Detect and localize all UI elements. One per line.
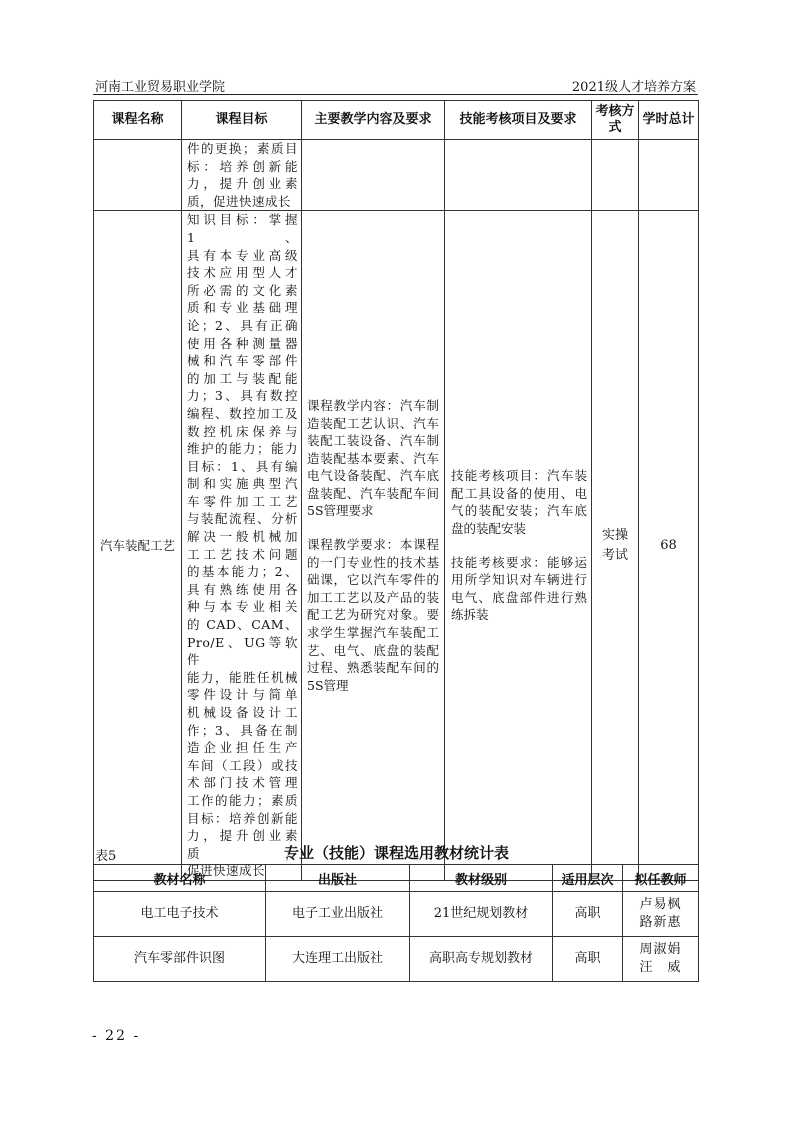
course-goal-lines <box>187 211 298 880</box>
col-applicable-tier: 适用层次 <box>553 865 623 892</box>
col-textbook-level: 教材级别 <box>410 865 553 892</box>
goal-line: 种与本专业相关 <box>187 599 298 615</box>
goal-line: 作；3、具备在制 <box>187 722 298 738</box>
skill-assessment <box>445 211 592 881</box>
goal-line: 机械设备设计工 <box>187 705 298 720</box>
goal-line: 目标：1、具有编 <box>187 458 298 474</box>
goal-line: Pro/E、UG等软件 <box>187 634 298 668</box>
applicable-tier: 高职 <box>553 892 623 937</box>
goal-line: 数控机床保养与 <box>187 423 298 439</box>
goal-line: 质和专业基础理 <box>187 300 298 316</box>
goal-line: 使用各种测量器 <box>187 335 298 351</box>
teacher-name: 路新惠 <box>639 915 682 930</box>
table-row <box>94 892 699 937</box>
total-hours: 68 <box>639 211 699 881</box>
goal-line: 具有本专业高级 <box>187 247 298 263</box>
goal-line: 质，促进快速成长 <box>187 193 292 209</box>
col-assessment-method: 考核方式 <box>592 101 639 140</box>
goal-line: 车间（工段）或技 <box>187 757 298 773</box>
textbook-name: 电工电子技术 <box>94 892 266 937</box>
textbook-level: 高职高专规划教材 <box>410 937 553 982</box>
course-goal <box>182 211 302 881</box>
table5-title: 专业（技能）课程选用教材统计表 <box>283 844 509 862</box>
goal-line: 知识目标：掌握1、 <box>187 212 298 245</box>
teachers <box>623 892 699 937</box>
publisher: 电子工业出版社 <box>266 892 410 937</box>
col-teacher: 拟任教师 <box>623 865 699 892</box>
col-publisher: 出版社 <box>266 865 410 892</box>
teacher-name: 卢易枫 <box>639 897 682 912</box>
continued-goal-cell <box>182 140 302 211</box>
teaching-content <box>302 211 445 881</box>
textbook-level: 21世纪规划教材 <box>410 892 553 937</box>
goal-line: 具有熟练使用各 <box>187 581 298 597</box>
continued-method-cell <box>592 140 639 211</box>
goal-line: 技术应用型人才 <box>187 265 298 281</box>
continued-name-cell <box>94 140 182 211</box>
goal-line: 的加工与装配能 <box>187 370 298 386</box>
header-rule <box>93 94 698 95</box>
publisher: 大连理工出版社 <box>266 937 410 982</box>
goal-line: 工工艺技术问题 <box>187 546 298 562</box>
content-paragraph-2: 课程教学要求：本课程的一门专业性的技术基础课，它以汽车零件的加工工艺以及产品的装配工艺为研究对象。要求学生掌握汽车装配工艺、电气、底盘的装配过程、熟悉装配车间的5S管理 <box>307 537 439 693</box>
applicable-tier: 高职 <box>553 937 623 982</box>
col-skill-assessment: 技能考核项目及要求 <box>445 101 592 140</box>
goal-line: 促进快速成长 <box>187 863 266 879</box>
goal-line: 与装配流程、分析 <box>187 511 298 527</box>
course-name: 汽车装配工艺 <box>94 211 182 881</box>
goal-line: 标：培养创新能 <box>187 158 298 174</box>
goal-line: 零件设计与简单 <box>187 687 298 703</box>
textbook-table-header <box>94 865 699 892</box>
teacher-name: 周淑娟 <box>639 942 682 957</box>
goal-line: 术部门技术管理 <box>187 775 298 791</box>
skill-paragraph-1: 技能考核项目：汽车装配工具设备的使用、电气的装配安装；汽车底盘的装配安装 <box>451 468 587 537</box>
goal-line: 论；2、具有正确 <box>187 317 298 333</box>
goal-line: 制和实施典型汽 <box>187 476 298 492</box>
course-table <box>93 100 699 881</box>
goal-line: 所必需的文化素 <box>187 282 298 298</box>
teachers <box>623 937 699 982</box>
continued-hours-cell <box>639 140 699 211</box>
goal-line: 件的更换；素质目 <box>187 141 298 156</box>
goal-line: 维护的能力；能力 <box>187 441 298 457</box>
goal-line: 的基本能力；2、 <box>187 564 298 580</box>
table-row-continued <box>94 140 699 211</box>
goal-line: 目标：培养创新能 <box>187 810 298 826</box>
col-course-name: 课程名称 <box>94 101 182 140</box>
content-paragraph-1: 课程教学内容：汽车制造装配工艺认识、汽车装配工装设备、汽车制造装配基本要素、汽车电气设备装配、汽车底盘装配、汽车装配车间5S管理要求 <box>307 397 439 519</box>
goal-line: 车零件加工工艺 <box>187 493 298 509</box>
col-teaching-content: 主要教学内容及要求 <box>302 101 445 140</box>
course-table-header <box>94 101 699 140</box>
goal-line: 造企业担任生产 <box>187 740 298 756</box>
textbook-table <box>93 864 699 982</box>
table5-label: 表5 <box>95 849 117 864</box>
header-institution: 河南工业贸易职业学院 <box>95 80 226 95</box>
col-course-goal: 课程目标 <box>182 101 302 140</box>
header-document-title: 2021级人才培养方案 <box>571 80 696 95</box>
teacher-name: 汪 威 <box>639 960 682 975</box>
goal-line: 工作的能力；素质 <box>187 792 298 808</box>
assessment-method: 实操考试 <box>592 211 639 881</box>
goal-line: 编程、数控加工及 <box>187 405 298 421</box>
textbook-name: 汽车零部件识图 <box>94 937 266 982</box>
page-number: - 22 - <box>92 1028 141 1044</box>
col-total-hours: 学时总计 <box>639 101 699 140</box>
table-row <box>94 937 699 982</box>
continued-skill-cell <box>445 140 592 211</box>
skill-paragraph-2: 技能考核要求：能够运用所学知识对车辆进行电气、底盘部件进行熟练拆装 <box>451 554 587 623</box>
goal-line: 械和汽车零部件 <box>187 353 298 369</box>
goal-line: 能力，能胜任机械 <box>187 669 298 685</box>
goal-line: 力，提升创业素 <box>187 176 298 192</box>
goal-line: 力，提升创业素质， <box>187 828 298 861</box>
goal-line: 的 CAD、CAM、 <box>187 617 298 633</box>
continued-content-cell <box>302 140 445 211</box>
goal-line: 解决一般机械加 <box>187 529 298 545</box>
col-textbook-name: 教材名称 <box>94 865 266 892</box>
table-row <box>94 211 699 881</box>
goal-line: 力；3、具有数控 <box>187 388 298 404</box>
